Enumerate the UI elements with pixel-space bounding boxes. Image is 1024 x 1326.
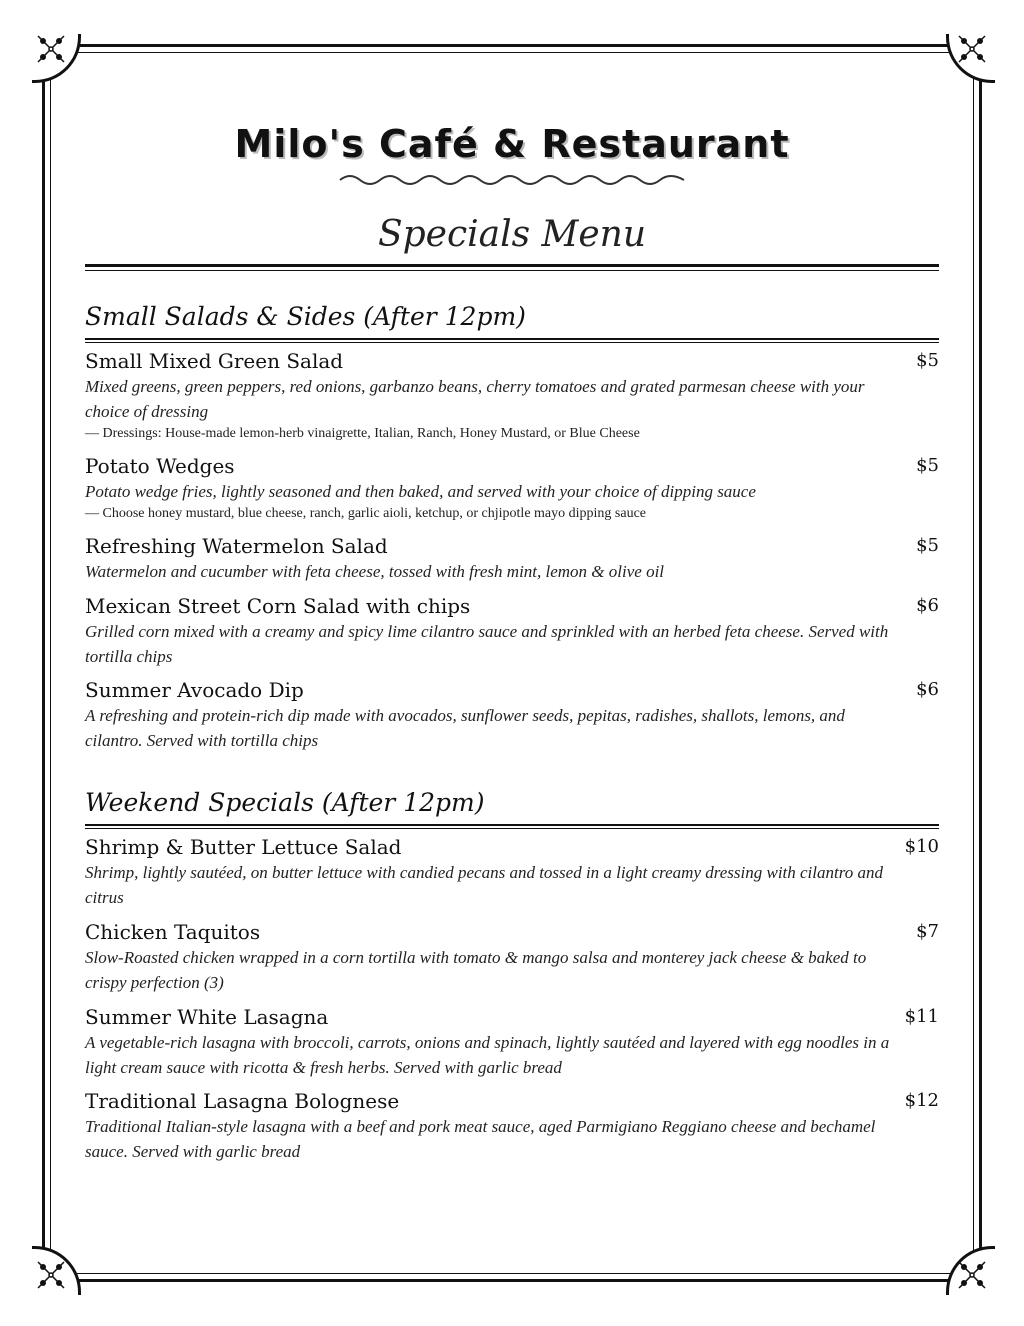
- item-note: — Dressings: House-made lemon-herb vinaigrette, Italian, Ranch, Honey Mustard, or Blue Cheese: [85, 426, 640, 441]
- item-price: $7: [916, 921, 939, 942]
- header-divider: [85, 264, 939, 271]
- item-name: Summer White Lasagna: [85, 1005, 329, 1029]
- item-name: Summer Avocado Dip: [85, 678, 304, 702]
- item-description: Potato wedge fries, lightly seasoned and then baked, and served with your choice of dipping sauce: [85, 482, 756, 501]
- item-note: — Choose honey mustard, blue cheese, ranch, garlic aioli, ketchup, or chjipotle mayo dipping sauce: [85, 506, 647, 521]
- item-name: Chicken Taquitos: [85, 920, 261, 944]
- item-name: Small Mixed Green Salad: [85, 349, 344, 373]
- item-price: $11: [904, 1006, 939, 1027]
- item-description: Traditional Italian-style lasagna with a beef and pork meat sauce, aged Parmigiano Reggiano cheese and bechamel sauce. Served with garlic bread: [85, 1117, 876, 1161]
- flourish-icon: [34, 1258, 68, 1292]
- item-price: $5: [916, 350, 939, 371]
- menu-item: [85, 1088, 939, 1164]
- item-description: Watermelon and cucumber with feta cheese, tossed with fresh mint, lemon & olive oil: [85, 562, 665, 581]
- menu-item: [85, 834, 939, 910]
- item-description: A refreshing and protein-rich dip made with avocados, sunflower seeds, pepitas, radishes, shallots, lemons, and cilantro. Served with tortilla chips: [85, 706, 845, 750]
- item-description: Grilled corn mixed with a creamy and spicy lime cilantro sauce and sprinkled with an herbed feta cheese. Served with tortilla chips: [85, 622, 889, 666]
- flourish-icon: [955, 32, 989, 66]
- item-name: Potato Wedges: [85, 454, 235, 478]
- menu-item: [85, 1004, 939, 1080]
- item-price: $6: [916, 595, 939, 616]
- section-title: Weekend Specials (After 12pm): [85, 788, 485, 817]
- flourish-icon: [34, 32, 68, 66]
- item-name: Refreshing Watermelon Salad: [85, 534, 388, 558]
- item-price: $5: [916, 535, 939, 556]
- menu-item: [85, 453, 939, 524]
- menu-item: [85, 348, 939, 444]
- menu-item: [85, 533, 939, 584]
- menu-item: [85, 919, 939, 995]
- item-description: Slow-Roasted chicken wrapped in a corn tortilla with tomato & mango salsa and monterey jack cheese & baked to crispy perfection (3): [85, 948, 867, 992]
- menu-item: [85, 593, 939, 669]
- item-name: Shrimp & Butter Lettuce Salad: [85, 835, 402, 859]
- item-price: $6: [916, 679, 939, 700]
- menu-item: [85, 677, 939, 753]
- item-price: $5: [916, 455, 939, 476]
- squiggle-divider-icon: [338, 170, 686, 190]
- section-divider: [85, 824, 939, 826]
- section-title: Small Salads & Sides (After 12pm): [85, 302, 526, 331]
- flourish-icon: [955, 1258, 989, 1292]
- section-divider: [85, 828, 939, 829]
- restaurant-title: Milo's Café & Restaurant: [234, 122, 790, 166]
- item-description: Shrimp, lightly sautéed, on butter lettuce with candied pecans and tossed in a light creamy dressing with cilantro and citrus: [85, 863, 883, 907]
- section-divider: [85, 342, 939, 343]
- section-divider: [85, 338, 939, 340]
- item-description: Mixed greens, green peppers, red onions, garbanzo beans, cherry tomatoes and grated parmesan cheese with your choice of dressing: [85, 377, 865, 421]
- item-name: Traditional Lasagna Bolognese: [85, 1089, 400, 1113]
- item-name: Mexican Street Corn Salad with chips: [85, 594, 471, 618]
- item-description: A vegetable-rich lasagna with broccoli, carrots, onions and spinach, lightly sautéed and layered with egg noodles in a light cream sauce with ricotta & fresh herbs. Served with garlic bread: [85, 1033, 890, 1077]
- item-price: $12: [904, 1090, 939, 1111]
- item-price: $10: [904, 836, 939, 857]
- menu-subtitle: Specials Menu: [377, 214, 647, 255]
